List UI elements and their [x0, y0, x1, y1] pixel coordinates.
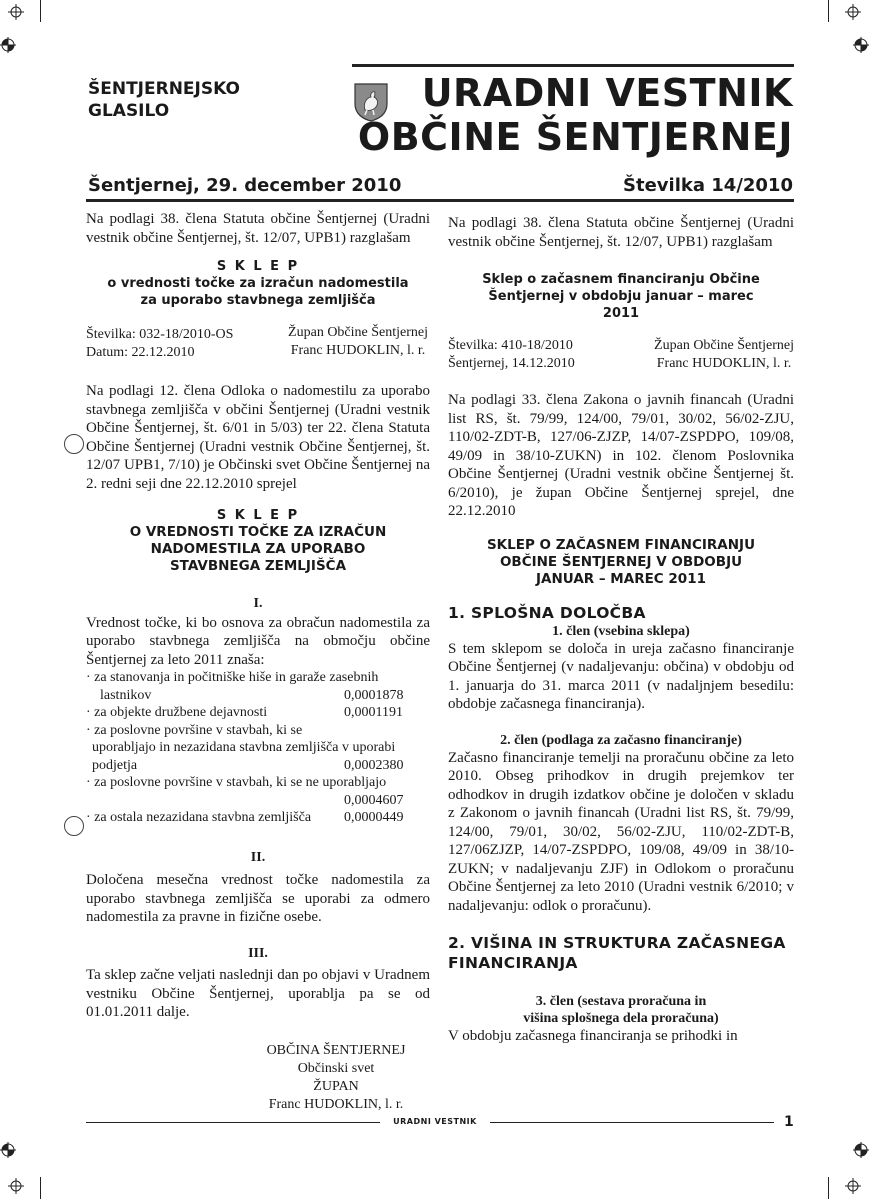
list-item: [86, 809, 430, 827]
publication-subtitle: [88, 78, 240, 122]
article-heading: 2. člen (podlaga za začasno financiranje): [500, 732, 742, 748]
list-item: [86, 792, 430, 810]
section-text: Ta sklep začne veljati naslednji dan po objavi v Uradnem vestniku Občine Šentjernej, uporablja pa se od 01.01.2011 dalje.: [86, 967, 430, 1020]
subtitle-line: GLASILO: [88, 101, 170, 121]
value-list: [86, 669, 430, 827]
article-text: Začasno financiranje temelji na proračunu občine za leto 2010. Obseg prihodkov in drugih prejemkov ter odhodkov in drugih izdatkov občine je določen v skladu z Zakonom o javnih financah (Uradni list RS, št. 79/99, 124/00, 79/01, 30/02, 56/02-ZJU, 110/02-ZDT-B, 127/06ZJZP, 14/07-ZSPDPO, 109/08, 49/09 in 38/10-ZUKN; v nadaljevanju ZJF) in Odlokom o proračunu Občine Šentjernej za leto 2010 (Uradni vestnik 6/2010; v nadaljevanju: odlok o proračunu).: [448, 749, 794, 914]
document-date: Šentjernej, 14.12.2010: [448, 356, 575, 371]
mayor-signature: [654, 337, 794, 373]
right-column: [448, 214, 794, 1046]
mayor-title: Župan Občine Šentjernej: [288, 325, 428, 340]
signature-line: Občinski svet: [297, 1060, 375, 1076]
chapter-heading-line: FINANCIRANJA: [448, 954, 578, 972]
sklep-heading: S K L E P: [216, 508, 300, 523]
list-value: 0,0001878: [344, 687, 404, 703]
list-item: uporabljajo in nezazidana stavbna zemljišča v uporabi: [92, 740, 396, 755]
masthead-top-rule: [352, 64, 794, 67]
mayor-name: Franc HUDOKLIN, l. r.: [290, 343, 426, 358]
mayor-name: Franc HUDOKLIN, l. r.: [656, 356, 792, 371]
registration-mark-icon: [853, 1142, 869, 1158]
sklep-title: OBČINE ŠENTJERNEJ V OBDOBJU: [499, 553, 743, 570]
sklep-title: o vrednosti točke za izračun nadomestila: [107, 276, 409, 291]
list-item: · za poslovne površine v stavbah, ki se: [86, 722, 303, 738]
signature-block: [448, 337, 794, 377]
list-label: · za objekte družbene dejavnosti: [86, 705, 268, 720]
list-item: · za poslovne površine v stavbah, ki se ne uporabljajo: [86, 775, 387, 790]
footer-rule: [86, 1122, 380, 1123]
masthead-bottom-rule: [86, 199, 794, 202]
chapter-heading: [448, 933, 794, 973]
list-item: [86, 757, 430, 775]
sklep-title: Sklep o začasnem financiranju Občine: [482, 272, 760, 287]
intro-paragraph: Na podlagi 38. člena Statuta občine Šentjernej (Uradni vestnik občine Šentjernej, št. 12/07, UPB1) razglašam: [86, 211, 430, 246]
sklep-title: NADOMESTILA ZA UPORABO: [150, 541, 366, 557]
article-text: V obdobju začasnega financiranja se prihodki in: [448, 1028, 738, 1044]
punch-hole: [64, 434, 84, 454]
article-heading: višina splošnega dela proračuna): [523, 1011, 719, 1026]
sklep-heading: S K L E P: [216, 259, 300, 274]
section-number: I.: [253, 596, 263, 611]
signature-line: Franc HUDOKLIN, l. r.: [268, 1096, 404, 1112]
list-item: · za stanovanja in počitniške hiše in garaže zasebnih: [86, 670, 379, 685]
left-column: [86, 210, 430, 1114]
page-number: 1: [784, 1114, 794, 1130]
footer-label: URADNI VESTNIK: [393, 1117, 477, 1126]
sklep-title: za uporabo stavbnega zemljišča: [140, 293, 376, 308]
article-heading: 1. člen (vsebina sklepa): [552, 623, 690, 639]
footer-rule: [490, 1122, 774, 1123]
list-value: 0,0004607: [344, 792, 404, 808]
crosshair-icon: [845, 4, 861, 20]
sklep-title: JANUAR – MAREC 2011: [536, 570, 706, 587]
article-heading: 3. člen (sestava proračuna in: [535, 994, 707, 1009]
legal-basis-paragraph: Na podlagi 12. člena Odloka o nadomestilu za uporabo stavbnega zemljišča v občini Šentjernej (Uradni vestnik Občine Šentjernej, št. 6/01 in 5/03) ter 22. člena Statuta Občine Šentjernej (Uradni vestnik Občine Šentjernej, št. 12/07 UPB1, 7/10) je Občinski svet Občine Šentjernej na 2. redni seji dne 22.12.2010 sprejel: [86, 383, 430, 492]
article-text: S tem sklepom se določa in ureja začasno financiranje Občine Šentjernej (v nadaljevanju: občina) v obdobju od 1. januarja do 31. marca 2011 (v nadaljnjem besedilu: obdobje začasnega financiranja).: [448, 640, 794, 712]
section-number: II.: [250, 849, 266, 865]
sklep-title: 2011: [602, 306, 640, 321]
registration-mark-icon: [853, 37, 869, 53]
issue-date: Šentjernej, 29. december 2010: [88, 175, 402, 196]
chapter-heading-line: 2. VIŠINA IN STRUKTURA ZAČASNEGA: [448, 934, 786, 952]
crop-mark: [828, 0, 829, 22]
crosshair-icon: [8, 4, 24, 20]
intro-paragraph: Na podlagi 38. člena Statuta občine Šentjernej (Uradni vestnik občine Šentjernej, št. 12/07, UPB1) razglašam: [448, 215, 794, 250]
list-label: · za ostala nezazidana stavbna zemljišča: [86, 810, 312, 825]
council-signature: [236, 1042, 436, 1114]
section-number: III.: [248, 945, 268, 961]
list-item: [86, 704, 430, 722]
legal-basis-paragraph: Na podlagi 33. člena Zakona o javnih financah (Uradni list RS, št. 79/99, 124/00, 79/01, 30/02, 56/02-ZJU, 110/02-ZDT-B, 127/06-ZJZP, 14/07-ZSPDPO, 109/08, 49/09 in 38/10-ZUKN) in 102. členom Poslovnika Občine Šentjernej (Uradni vestnik občine Šentjernej št. 6/2010), je župan Občine Šentjernej sprejel, dne 22.12.2010: [448, 392, 794, 519]
chapter-heading: 1. SPLOŠNA DOLOČBA: [448, 603, 646, 622]
mayor-signature: [288, 324, 428, 360]
signature-block: [86, 326, 430, 366]
signature-line: OBČINA ŠENTJERNEJ: [266, 1042, 406, 1058]
issue-number: Številka 14/2010: [623, 175, 793, 196]
main-title-line-1: URADNI VESTNIK: [421, 71, 793, 115]
registration-mark-icon: [0, 37, 16, 53]
crop-mark: [40, 0, 41, 22]
list-label: lastnikov: [100, 687, 152, 703]
list-item: [86, 687, 430, 705]
signature-line: ŽUPAN: [313, 1078, 359, 1094]
crosshair-icon: [845, 1178, 861, 1194]
section-text: Vrednost točke, ki bo osnova za obračun nadomestila za uporabo stavbnega zemljišča na območju občine Šentjernej za leto 2011 znaša:: [86, 614, 430, 668]
crop-mark: [40, 1177, 41, 1199]
list-value: 0,0000449: [344, 810, 404, 825]
subtitle-line: ŠENTJERNEJSKO: [88, 79, 240, 99]
list-value: 0,0002380: [344, 757, 404, 773]
document-date: Datum: 22.12.2010: [86, 345, 195, 360]
document-number: Številka: 032-18/2010-OS: [86, 327, 234, 342]
sklep-title: STAVBNEGA ZEMLJIŠČA: [169, 558, 347, 574]
section-text: Določena mesečna vrednost točke nadomestila za uporabo stavbnega zemljišča se uporabi za odmero nadomestila za pravne in fizične osebe.: [86, 872, 430, 925]
document-number: Številka: 410-18/2010: [448, 338, 573, 353]
main-title-line-2: OBČINE ŠENTJERNEJ: [357, 115, 793, 159]
crop-mark: [828, 1177, 829, 1199]
registration-mark-icon: [0, 1142, 16, 1158]
crosshair-icon: [8, 1178, 24, 1194]
sklep-title: SKLEP O ZAČASNEM FINANCIRANJU: [486, 536, 756, 553]
list-label: podjetja: [92, 757, 138, 773]
mayor-title: Župan Občine Šentjernej: [654, 338, 794, 353]
list-value: 0,0001191: [344, 705, 403, 720]
punch-hole: [64, 816, 84, 836]
sklep-title: O VREDNOSTI TOČKE ZA IZRAČUN: [129, 524, 387, 540]
sklep-title: Šentjernej v obdobju januar – marec: [488, 289, 754, 304]
